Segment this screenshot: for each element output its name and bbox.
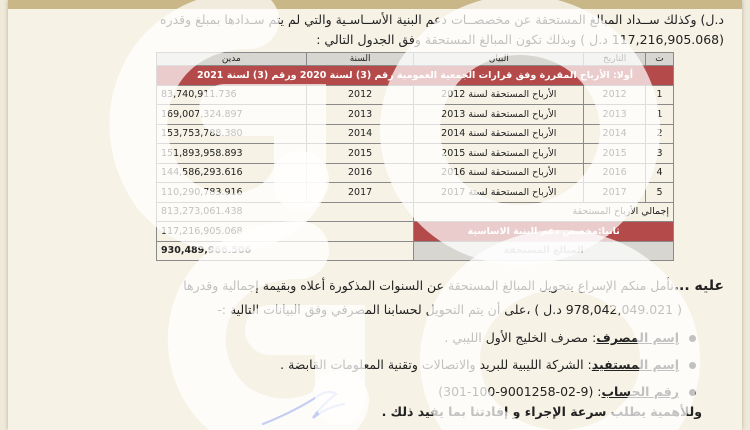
header-date: التاريخ [584, 53, 646, 66]
intro-line-1: د.ل) وكذلك ســداد المبالغ المستحقة عن مخصصــات دعم البنية الأســاسـية والتي لم يتم سـدادها بمبلغ وقدره [159, 12, 724, 27]
row-date: 2015 [584, 144, 646, 164]
bank-label: إسم المصرف [596, 330, 679, 345]
total-due-label: المبالغ المستحقة [414, 241, 674, 261]
row-date: 2012 [584, 85, 646, 105]
row-description: الأرباح المستحقة لسنة 2016 [414, 163, 584, 183]
request-lead: عليه ... [673, 278, 724, 294]
row-year: 2015 [306, 144, 414, 164]
row-description: الأرباح المستحقة لسنة 2015 [414, 144, 584, 164]
row-date: 2017 [584, 183, 646, 203]
infra-amount: 117,216,905.068 [157, 222, 414, 242]
table-row [157, 183, 674, 203]
closing-line: وللأهمية يطلب سرعة الإجراء و إفادتنا بما يفيد ذلك . [381, 404, 702, 419]
request-text: نأمل منكم الإسراع بتحويل المبالغ المستحقة عن السنوات المذكورة أعلاه وبقيمة إجمالية وقدرها [183, 278, 674, 293]
section-1-title: أولا: الأرباح المقررة وفق قرارات الجمعية العمومية رقم (3) لسنة 2020 ورقم (3) لسنة 2021 [157, 66, 674, 86]
account-label: رقم الحساب [601, 384, 679, 399]
request-line-1 [26, 278, 724, 294]
row-index: 4 [646, 163, 674, 183]
bullet-icon [689, 389, 696, 396]
table-header-row [157, 53, 674, 66]
row-year: 2017 [306, 183, 414, 203]
row-description: الأرباح المستحقة لسنة 2017 [414, 183, 584, 203]
row-description: الأرباح المستحقة لسنة 2013 [414, 105, 584, 125]
header-index: ت [646, 53, 674, 66]
header-debit: مدين [157, 53, 307, 66]
row-date: 2014 [584, 124, 646, 144]
top-band [8, 0, 742, 9]
row-amount: 151,893,958.893 [157, 144, 307, 164]
section-row [157, 66, 674, 86]
row-amount: 110,290,783.916 [157, 183, 307, 203]
row-year: 2012 [306, 85, 414, 105]
account-value: : (9-02-9001258-100-301) [438, 384, 602, 399]
row-index: 5 [646, 183, 674, 203]
bullet-icon [689, 335, 696, 342]
row-date: 2013 [584, 105, 646, 125]
row-index: 3 [646, 144, 674, 164]
row-amount: 144,586,293.616 [157, 163, 307, 183]
header-description: البيان [414, 53, 584, 66]
table-row [157, 124, 674, 144]
row-description: الأرباح المستحقة لسنة 2014 [414, 124, 584, 144]
row-index: 1 [646, 105, 674, 125]
bank-value: : مصرف الخليج الأول الليبي . [444, 330, 597, 345]
row-year: 2013 [306, 105, 414, 125]
section-2-title: ثانيا:مخصص دعم البنية الاساسية [414, 222, 674, 242]
row-year: 2014 [306, 124, 414, 144]
row-index: 1 [646, 85, 674, 105]
row-date: 2016 [584, 163, 646, 183]
signature-icon [258, 388, 348, 428]
header-year: السنة [306, 53, 414, 66]
table-row [157, 144, 674, 164]
list-item [128, 355, 702, 382]
total-profits-label: إجمالي الأرباح المستحقة [414, 202, 674, 222]
total-due-row [157, 241, 674, 261]
list-item [128, 328, 702, 355]
section-2-row [157, 222, 674, 242]
table-row [157, 163, 674, 183]
table-row [157, 105, 674, 125]
row-amount: 153,753,788.380 [157, 124, 307, 144]
beneficiary-label: إسم المستفيد [591, 357, 679, 372]
row-year: 2016 [306, 163, 414, 183]
bullet-icon [689, 362, 696, 369]
beneficiary-value: : الشركة الليبية للبريد والاتصالات وتقنية المعلومات القابضة . [280, 357, 592, 372]
row-amount: 83,740,911.736 [157, 85, 307, 105]
row-index: 2 [646, 124, 674, 144]
total-profits-row [157, 202, 674, 222]
request-line-2: ( 978,042,049.021 د.ل ) ،على أن يتم التحويل لحسابنا المصرفي وفق البيانات التالية :- [217, 302, 682, 317]
dues-table [156, 52, 674, 261]
row-amount: 169,007,324.897 [157, 105, 307, 125]
bank-details-list [128, 328, 702, 409]
row-description: الأرباح المستحقة لسنة 2012 [414, 85, 584, 105]
document-page [8, 0, 742, 430]
table-row [157, 85, 674, 105]
intro-line-2: (117,216,905.068 د.ل ) وبذلك تكون المبالغ المستحقة وفق الجدول التالي : [316, 32, 724, 47]
total-profits-amount: 813,273,061.438 [157, 202, 414, 222]
total-due-amount: 930,489,966.506 [157, 241, 414, 261]
